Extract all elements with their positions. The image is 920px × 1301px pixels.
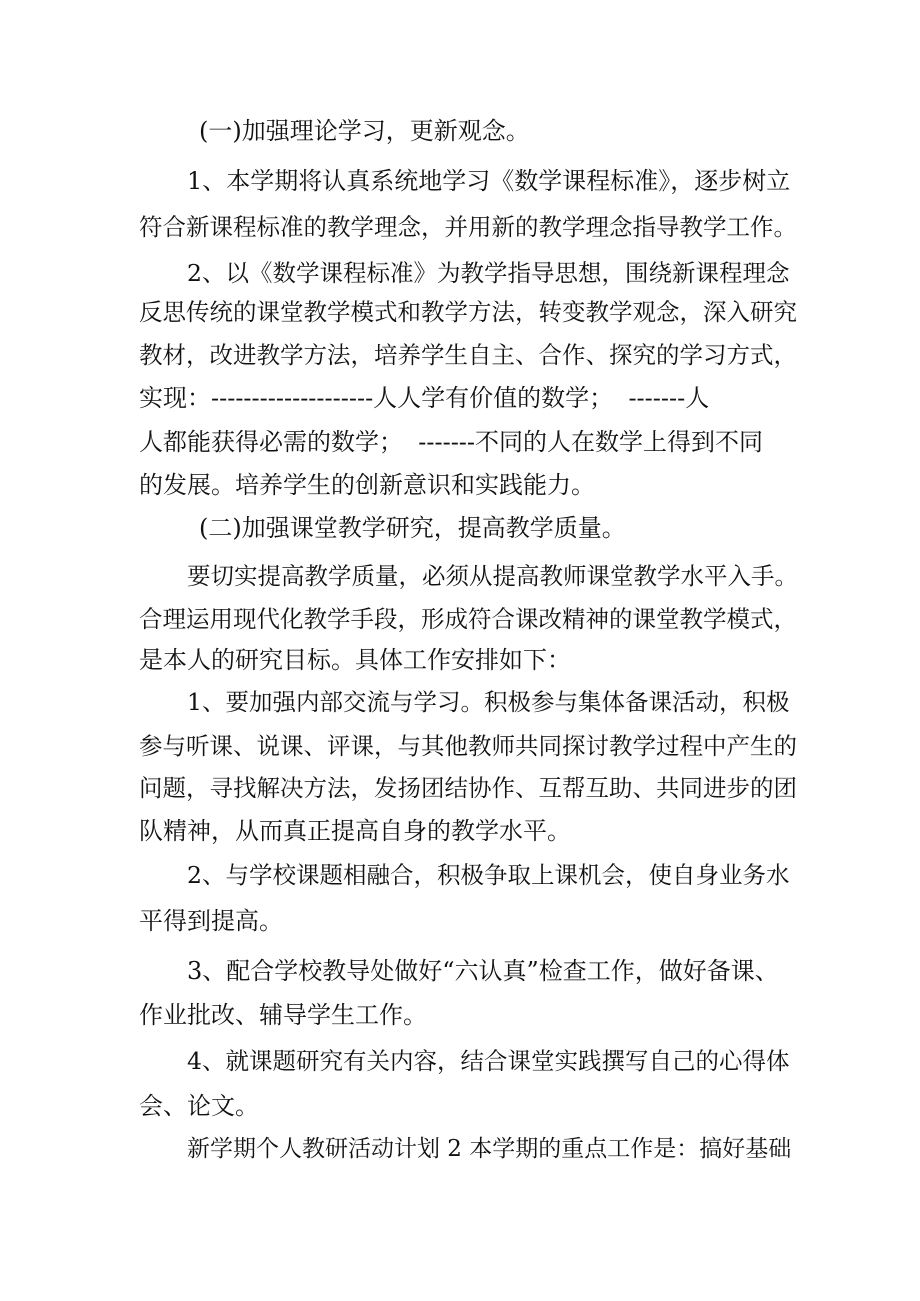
text-line: 问题，寻找解决方法，发扬团结协作、互帮互助、共同进步的团 [139, 774, 797, 802]
text-line: 3、配合学校教导处做好“六认真”检查工作，做好备课、 [187, 957, 779, 985]
text-line: (二)加强课堂教学研究，提高教学质量。 [199, 514, 626, 542]
text-line: 合理运用现代化教学手段，形成符合课改精神的课堂教学模式， [139, 605, 797, 633]
text-line: 是本人的研究目标。具体工作安排如下： [139, 646, 571, 674]
text-line: 作业批改、辅导学生工作。 [139, 1001, 427, 1029]
text-line: (一)加强理论学习，更新观念。 [199, 117, 530, 145]
text-line: 参与听课、说课、评课，与其他教师共同探讨教学过程中产生的 [139, 732, 797, 760]
text-line: 反思传统的课堂教学模式和教学方法，转变教学观念，深入研究 [139, 298, 797, 326]
text-line: 2、与学校课题相融合，积极争取上课机会，使自身业务水 [187, 861, 790, 889]
text-line: 会、论文。 [139, 1092, 259, 1120]
text-line: 要切实提高教学质量，必须从提高教师课堂教学水平入手。 [187, 562, 798, 590]
text-line: 实现：--------------------人人学有价值的数学； -------人 [139, 384, 710, 412]
text-line: 1、要加强内部交流与学习。积极参与集体备课活动，积极 [187, 688, 790, 716]
text-line: 新学期个人教研活动计划 2 本学期的重点工作是：搞好基础 [187, 1136, 792, 1162]
text-line: 人都能获得必需的数学； -------不同的人在数学上得到不同 [139, 428, 764, 456]
text-line: 符合新课程标准的教学理念，并用新的教学理念指导教学工作。 [139, 213, 797, 241]
text-line: 1、本学期将认真系统地学习《数学课程标准》，逐步树立 [187, 167, 791, 195]
text-line: 教材，改进教学方法，培养学生自主、合作、探究的学习方式， [139, 341, 797, 369]
text-line: 4、就课题研究有关内容，结合课堂实践撰写自己的心得体 [187, 1047, 790, 1075]
text-line: 的发展。培养学生的创新意识和实践能力。 [139, 471, 595, 499]
text-line: 队精神，从而真正提高自身的教学水平。 [139, 817, 571, 845]
text-line: 平得到提高。 [139, 907, 283, 935]
text-line: 2、以《数学课程标准》为教学指导思想，围绕新课程理念 [187, 259, 790, 287]
